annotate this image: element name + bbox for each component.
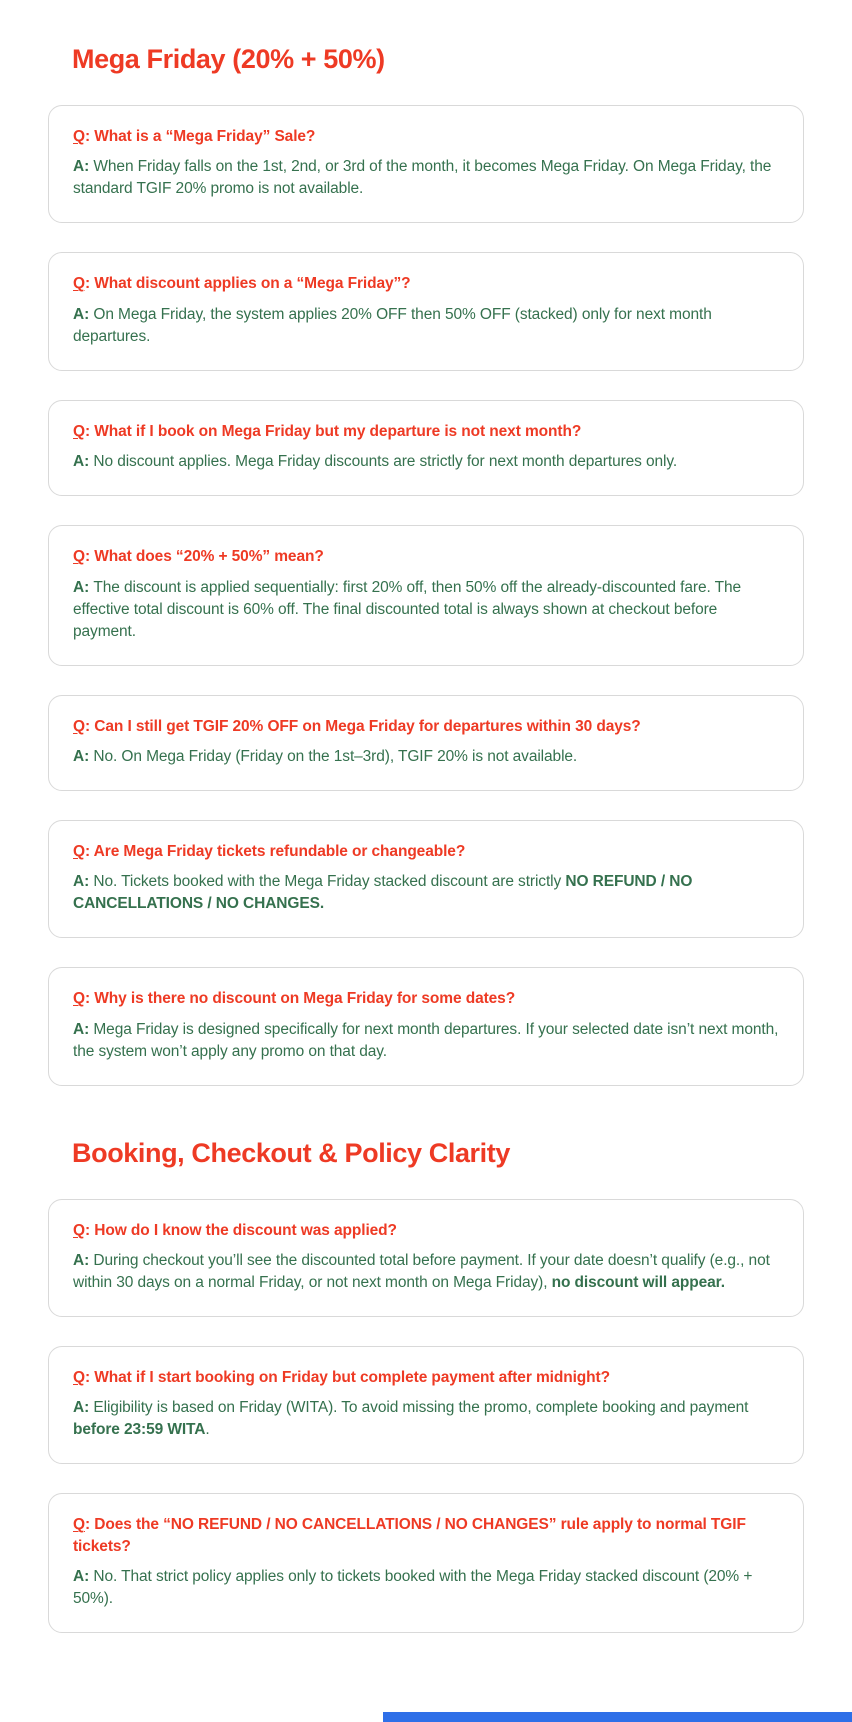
answer-text: No discount applies. Mega Friday discounts are strictly for next month departures only. [93,453,678,471]
answer-text: Mega Friday is designed specifically for next month departures. If your selected date isn’t next month, the system won’t apply any promo on that day. [73,1020,779,1060]
question-label-letter: Q [73,1516,85,1534]
faq-sections [48,44,804,1633]
answer-text: On Mega Friday, the system applies 20% OFF then 50% OFF (stacked) only for next month departures. [73,305,712,345]
faq-card [48,1199,804,1317]
faq-question [73,988,779,1009]
question-text: Does the “NO REFUND / NO CANCELLATIONS / NO CHANGES” rule apply to normal TGIF tickets? [73,1516,746,1555]
answer-text: The discount is applied sequentially: first 20% off, then 50% off the already-discounted fare. The effective total discount is 60% off. The final discounted total is always shown at checkout before payment. [73,578,742,640]
question-label: Q: [73,842,94,860]
section-title: Mega Friday (20% + 50%) [72,44,385,74]
answer-label: A: [73,747,94,765]
answer-label: A: [73,305,94,323]
question-label-letter: Q [73,548,85,566]
question-text: What if I start booking on Friday but complete payment after midnight? [94,1369,610,1387]
bottom-blue-bar [383,1712,852,1722]
answer-label: A: [73,158,94,176]
question-label-letter: Q [73,1369,85,1387]
answer-bold-text: no discount will appear. [551,1274,725,1292]
answer-label: A: [73,1399,94,1417]
question-text: What is a “Mega Friday” Sale? [94,128,316,146]
answer-text: During checkout you’ll see the discounted total before payment. If your date doesn’t qualify (e.g., not within 30 days on a normal Friday, or not next month on Mega Friday), [73,1252,770,1292]
faq-answer [73,304,779,348]
question-text: What if I book on Mega Friday but my departure is not next month? [94,422,582,440]
faq-card [48,1346,804,1464]
faq-question [73,421,779,442]
question-label: Q: [73,275,95,293]
answer-text: No. On Mega Friday (Friday on the 1st–3rd), TGIF 20% is not available. [93,747,578,765]
answer-label: A: [73,1020,94,1038]
faq-card [48,105,804,223]
faq-question [73,273,779,294]
faq-card [48,400,804,496]
question-label: Q: [73,548,95,566]
question-label-letter: Q [73,990,85,1008]
question-label-letter: Q [73,842,85,860]
faq-question [73,126,779,147]
answer-text: No. Tickets booked with the Mega Friday stacked discount are strictly [93,873,566,891]
question-label-letter: Q [73,717,85,735]
faq-question [73,1514,779,1557]
answer-label: A: [73,578,94,596]
faq-answer [73,1250,779,1294]
question-text: Why is there no discount on Mega Friday for some dates? [94,990,516,1008]
answer-text: When Friday falls on the 1st, 2nd, or 3rd of the month, it becomes Mega Friday. On Mega Friday, the standard TGIF 20% promo is not available. [73,158,772,198]
question-label: Q: [73,422,95,440]
answer-label: A: [73,453,94,471]
answer-text: . [205,1421,210,1439]
faq-answer [73,1019,779,1063]
question-label: Q: [73,1516,95,1534]
answer-label: A: [73,1568,94,1586]
question-text: Can I still get TGIF 20% OFF on Mega Friday for departures within 30 days? [94,717,641,735]
faq-answer [73,871,779,915]
faq-card [48,820,804,938]
question-label-letter: Q [73,1221,85,1239]
faq-question [73,716,779,737]
faq-card [48,967,804,1085]
faq-card [48,1493,804,1633]
answer-text: No. That strict policy applies only to tickets booked with the Mega Friday stacked discount (20% + 50%). [73,1568,753,1608]
answer-label: A: [73,1252,94,1270]
question-label-letter: Q [73,128,85,146]
question-text: Are Mega Friday tickets refundable or changeable? [93,842,466,860]
question-label: Q: [73,717,95,735]
question-label: Q: [73,1369,95,1387]
answer-text: Eligibility is based on Friday (WITA). To avoid missing the promo, complete booking and payment [93,1399,749,1417]
faq-answer [73,746,779,768]
faq-card [48,252,804,370]
question-label: Q: [73,128,95,146]
faq-answer [73,451,779,473]
question-label: Q: [73,990,95,1008]
question-text: What discount applies on a “Mega Friday”? [94,275,411,293]
question-label-letter: Q [73,275,85,293]
answer-bold-text: NO REFUND / NO CANCELLATIONS / NO CHANGES. [73,873,693,913]
faq-question [73,1367,779,1388]
question-text: How do I know the discount was applied? [94,1221,397,1239]
faq-answer [73,156,779,200]
faq-answer [73,1397,779,1441]
faq-answer [73,1566,779,1610]
faq-card [48,525,804,665]
answer-bold-text: before 23:59 WITA [73,1421,206,1439]
section-title: Booking, Checkout & Policy Clarity [72,1137,510,1168]
faq-question [73,546,779,567]
question-text: What does “20% + 50%” mean? [94,548,324,566]
faq-question [73,1220,779,1241]
question-label-letter: Q [73,422,85,440]
question-label: Q: [73,1221,95,1239]
answer-label: A: [73,873,94,891]
faq-answer [73,577,779,643]
faq-question [73,841,779,862]
faq-card [48,695,804,791]
